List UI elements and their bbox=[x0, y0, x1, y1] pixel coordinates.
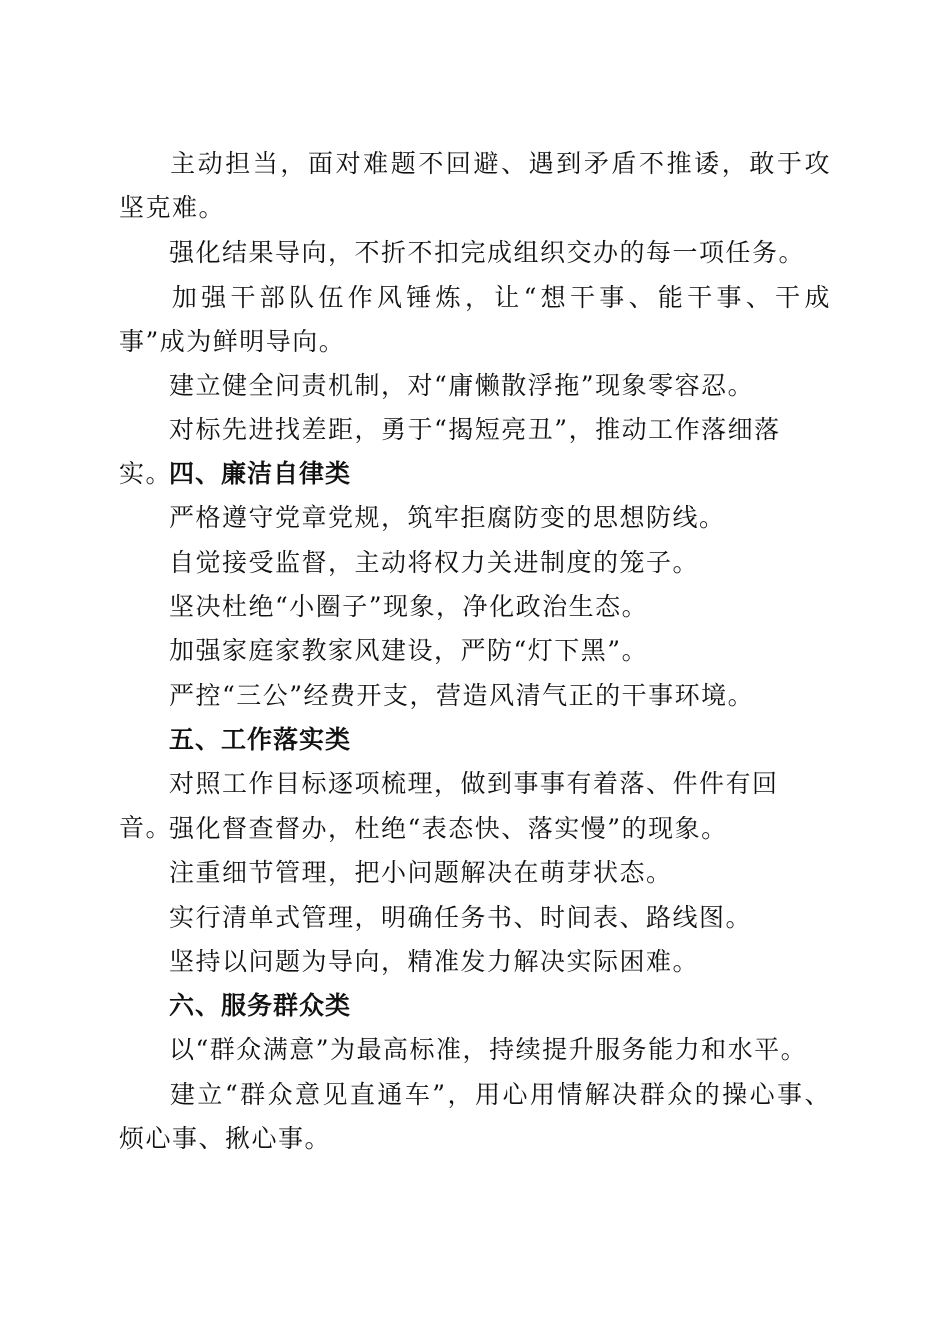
paragraph-text: 严格遵守党章党规，筑牢拒腐防变的思想防线。 bbox=[169, 503, 726, 532]
paragraph-text: 建立健全问责机制，对“庸懒散浮拖”现象零容忍。 bbox=[169, 371, 755, 400]
paragraph bbox=[119, 807, 831, 851]
paragraph-text: 对标先进找差距，勇于“揭短亮丑”，推动工作落细落实。 bbox=[119, 415, 781, 488]
paragraph-text: 主动担当，面对难题不回避、遇到矛盾不推诿，敢于攻坚克难。 bbox=[119, 149, 831, 222]
paragraph-text: 坚决杜绝“小圈子”现象，净化政治生态。 bbox=[169, 592, 649, 621]
paragraph-text: 建立“群众意见直通车”，用心用情解决群众的操心事、烦心事、揪心事。 bbox=[119, 1080, 831, 1153]
section-heading: 五、工作落实类 bbox=[169, 725, 352, 754]
paragraph bbox=[119, 940, 831, 984]
paragraph bbox=[119, 231, 831, 275]
paragraph-text: 严控“三公”经费开支，营造风清气正的干事环境。 bbox=[169, 681, 755, 710]
paragraph bbox=[119, 364, 831, 408]
section-heading: 四、廉洁自律类 bbox=[169, 459, 352, 488]
paragraph-text: 以“群众满意”为最高标准，持续提升服务能力和水平。 bbox=[169, 1035, 808, 1064]
paragraph-text: 自觉接受监督，主动将权力关进制度的笼子。 bbox=[169, 548, 700, 577]
paragraph bbox=[119, 896, 831, 940]
paragraph-text: 对照工作目标逐项梳理，做到事事有着落、件件有回音。 bbox=[119, 769, 779, 842]
paragraph bbox=[119, 1073, 831, 1161]
paragraph-text: 注重细节管理，把小问题解决在萌芽状态。 bbox=[169, 858, 673, 887]
paragraph-text: 强化结果导向，不折不扣完成组织交办的每一项任务。 bbox=[169, 238, 806, 267]
paragraph-text: 加强干部队伍作风锤炼，让“想干事、能干事、干成事”成为鲜明导向。 bbox=[119, 283, 831, 356]
paragraph bbox=[119, 276, 831, 364]
paragraph-text: 加强家庭家教家风建设，严防“灯下黑”。 bbox=[169, 636, 649, 665]
section-heading: 六、服务群众类 bbox=[169, 991, 352, 1020]
paragraph-text: 强化督查督办，杜绝“表态快、落实慢”的现象。 bbox=[169, 814, 728, 843]
paragraph bbox=[119, 629, 831, 673]
paragraph bbox=[119, 541, 831, 585]
paragraph bbox=[119, 496, 831, 540]
paragraph-text: 实行清单式管理，明确任务书、时间表、路线图。 bbox=[169, 903, 753, 932]
paragraph bbox=[119, 674, 831, 718]
paragraph-text: 坚持以问题为导向，精准发力解决实际困难。 bbox=[169, 947, 700, 976]
paragraph bbox=[119, 585, 831, 629]
paragraph bbox=[119, 1028, 831, 1072]
paragraph bbox=[119, 851, 831, 895]
paragraph bbox=[119, 142, 831, 230]
